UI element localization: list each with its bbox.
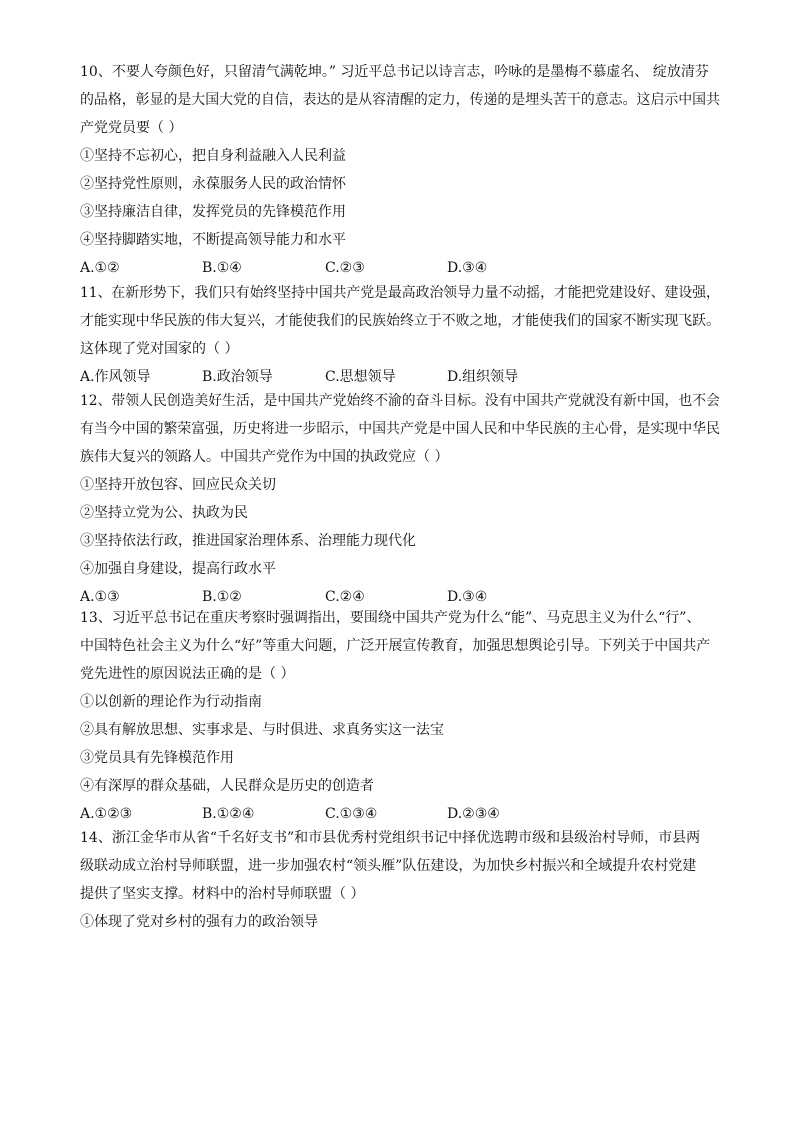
question-text-line: 的品格，彰显的是大国大党的自信，表达的是从容清醒的定力，传递的是埋头苦干的意志。这启示中国共 [80, 92, 721, 108]
question-text-line: 提供了坚实支撑。材料中的治村导师联盟（ ） [80, 886, 365, 902]
option-d: D.②③④ [447, 806, 500, 822]
question-text-line: 党先进性的原因说法正确的是（ ） [80, 666, 295, 682]
statement-item: ③党员具有先锋模范作用 [80, 750, 234, 766]
statement-item: ①体现了党对乡村的强有力的政治领导 [80, 914, 318, 930]
answer-options [80, 254, 720, 282]
question-text-line: 级联动成立治村导师联盟，进一步加强农村“领头雁”队伍建设，为加快乡村振兴和全域提升农村党建 [80, 858, 697, 874]
question-text-line: 有当今中国的繁荣富强，历史将进一步昭示，中国共产党是中国人民和中华民族的主心骨，是实现中华民 [80, 421, 721, 437]
option-a: A.①②③ [80, 806, 133, 822]
question-text-line: 14、浙江金华市从省“千名好支书”和市县优秀村党组织书记中择优选聘市级和县级治村导师，市县两 [80, 830, 701, 846]
statement-item: ④有深厚的群众基础，人民群众是历史的创造者 [80, 778, 374, 794]
question-13 [80, 604, 720, 828]
question-14 [80, 824, 720, 936]
question-text-line: 族伟大复兴的领路人。中国共产党作为中国的执政党应（ ） [80, 449, 449, 465]
statement-item: ③坚持依法行政，推进国家治理体系、治理能力现代化 [80, 533, 416, 549]
option-a: A.①② [80, 260, 120, 276]
statement-item: ①坚持不忘初心，把自身利益融入人民利益 [80, 148, 346, 164]
question-11 [80, 279, 720, 391]
statement-item: ①坚持开放包容、回应民众关切 [80, 477, 276, 493]
statement-item: ②具有解放思想、实事求是、与时俱进、求真务实这一法宝 [80, 722, 444, 738]
question-text-line: 这体现了党对国家的（ ） [80, 341, 239, 357]
option-c: C.思想领导 [325, 369, 396, 385]
question-10 [80, 58, 720, 282]
question-text-line: 中国特色社会主义为什么“好”等重大问题，广泛开展宣传教育，加强思想舆论引导。下列关于中国共产 [80, 638, 711, 654]
statement-item: ①以创新的理论作为行动指南 [80, 694, 262, 710]
question-text-line: 10、不要人夸颜色好，只留清气满乾坤。” 习近平总书记以诗言志，吟咏的是墨梅不慕虚名、 绽放清芬 [80, 64, 709, 80]
statement-item: ④加强自身建设，提高行政水平 [80, 561, 276, 577]
statement-item: ④坚持脚踏实地，不断提高领导能力和水平 [80, 232, 346, 248]
option-d: D.③④ [447, 589, 488, 605]
statement-item: ②坚持党性原则，永葆服务人民的政治情怀 [80, 176, 346, 192]
question-text-line: 11、在新形势下，我们只有始终坚持中国共产党是最高政治领导力量不动摇，才能把党建设好、建设强， [80, 285, 720, 301]
option-c: C.②③ [325, 260, 365, 276]
question-12 [80, 387, 720, 611]
option-d: D.组织领导 [447, 369, 519, 385]
statement-item: ③坚持廉洁自律，发挥党员的先锋模范作用 [80, 204, 346, 220]
option-b: B.①④ [202, 260, 242, 276]
option-b: B.①② [202, 589, 242, 605]
option-b: B.①②④ [202, 806, 255, 822]
option-a: A.作风领导 [80, 369, 151, 385]
option-c: C.②④ [325, 589, 365, 605]
question-text-line: 才能实现中华民族的伟大复兴，才能使我们的民族始终立于不败之地，才能使我们的国家不断实现飞跃。 [80, 313, 721, 329]
option-c: C.①③④ [325, 806, 378, 822]
option-b: B.政治领导 [202, 369, 273, 385]
option-a: A.①③ [80, 589, 120, 605]
statement-item: ②坚持立党为公、执政为民 [80, 505, 248, 521]
question-text-line: 12、带领人民创造美好生活，是中国共产党始终不渝的奋斗目标。没有中国共产党就没有新中国，也不会 [80, 393, 720, 409]
question-text-line: 产党党员要（ ） [80, 120, 183, 136]
question-text-line: 13、习近平总书记在重庆考察时强调指出，要围绕中国共产党为什么“能”、马克思主义为什么“行”、 [80, 610, 701, 626]
option-d: D.③④ [447, 260, 488, 276]
